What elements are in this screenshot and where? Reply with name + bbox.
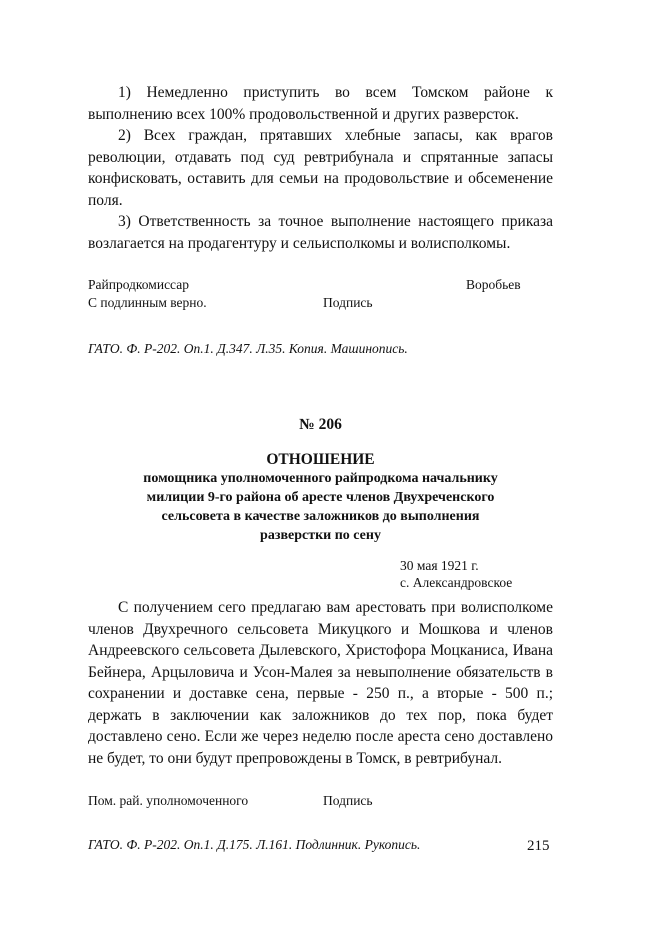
- document-type: ОТНОШЕНИЕ: [266, 451, 375, 468]
- title-line: разверстки по сену: [260, 528, 381, 543]
- archive-source-1: ГАТО. Ф. Р-202. Оп.1. Д.347. Л.35. Копия. Машинопись.: [88, 341, 408, 356]
- signature-mark: Подпись: [323, 295, 373, 310]
- title-line: сельсовета в качестве заложников до выполнения: [161, 509, 480, 524]
- signatory-position: Райпродкомиссар: [88, 277, 189, 292]
- signature-mark-2: Подпись: [323, 793, 373, 808]
- certified-note: С подлинным верно.: [88, 295, 207, 310]
- signature-row-3: [88, 792, 553, 810]
- document-title: [88, 469, 553, 545]
- page-number: 215: [527, 838, 550, 854]
- signature-row-2: [88, 294, 553, 312]
- order-paragraph-1: 1) Немедленно приступить во всем Томском районе к выполнению всех 100% продовольственной и других разверсток.: [88, 84, 553, 123]
- signature-row-1: [88, 276, 553, 294]
- signatory-name: Воробьев: [466, 277, 521, 292]
- page-content: [88, 82, 553, 854]
- document-place: с. Александровское: [400, 575, 513, 590]
- signatory-position-2: Пом. рай. уполномоченного: [88, 793, 249, 808]
- document-body: С получением сего предлагаю вам арестовать при волисполкоме членов Двухречного сельсовета Микуцкого и Мошкова и членов Андреевского сельсовета Дылевского, Христофора Моцканиса, Ивана Бейнера, Арцыловича и Усон-Малея за невыполнение обязательств в сохранении и доставке сена, первые - 250 п., а вторые - 500 п.; держать в заключении как заложников до тех пор, пока будет доставлено сено. Если же через неделю после ареста сено доставлено не будет, то они будут препровождены в Томск, в ревтрибунал.: [88, 599, 553, 767]
- title-line: помощника уполномоченного райпродкома начальнику: [143, 471, 498, 486]
- title-line: милиции 9-го района об аресте членов Двухреченского: [146, 490, 495, 505]
- document-number: № 206: [299, 416, 342, 433]
- order-paragraph-3: 3) Ответственность за точное выполнение настоящего приказа возлагается на продагентуру и сельисполкомы и волисполкомы.: [88, 213, 553, 252]
- archive-source-2: ГАТО. Ф. Р-202. Оп.1. Д.175. Л.161. Подлинник. Рукопись.: [88, 837, 421, 852]
- document-date: 30 мая 1921 г.: [400, 558, 479, 573]
- order-paragraph-2: 2) Всех граждан, прятавших хлебные запасы, как врагов революции, отдавать под суд ревтрибунала и спрятанные запасы конфисковать, оставить для семьи на продовольствие и обсеменение поля.: [88, 127, 553, 209]
